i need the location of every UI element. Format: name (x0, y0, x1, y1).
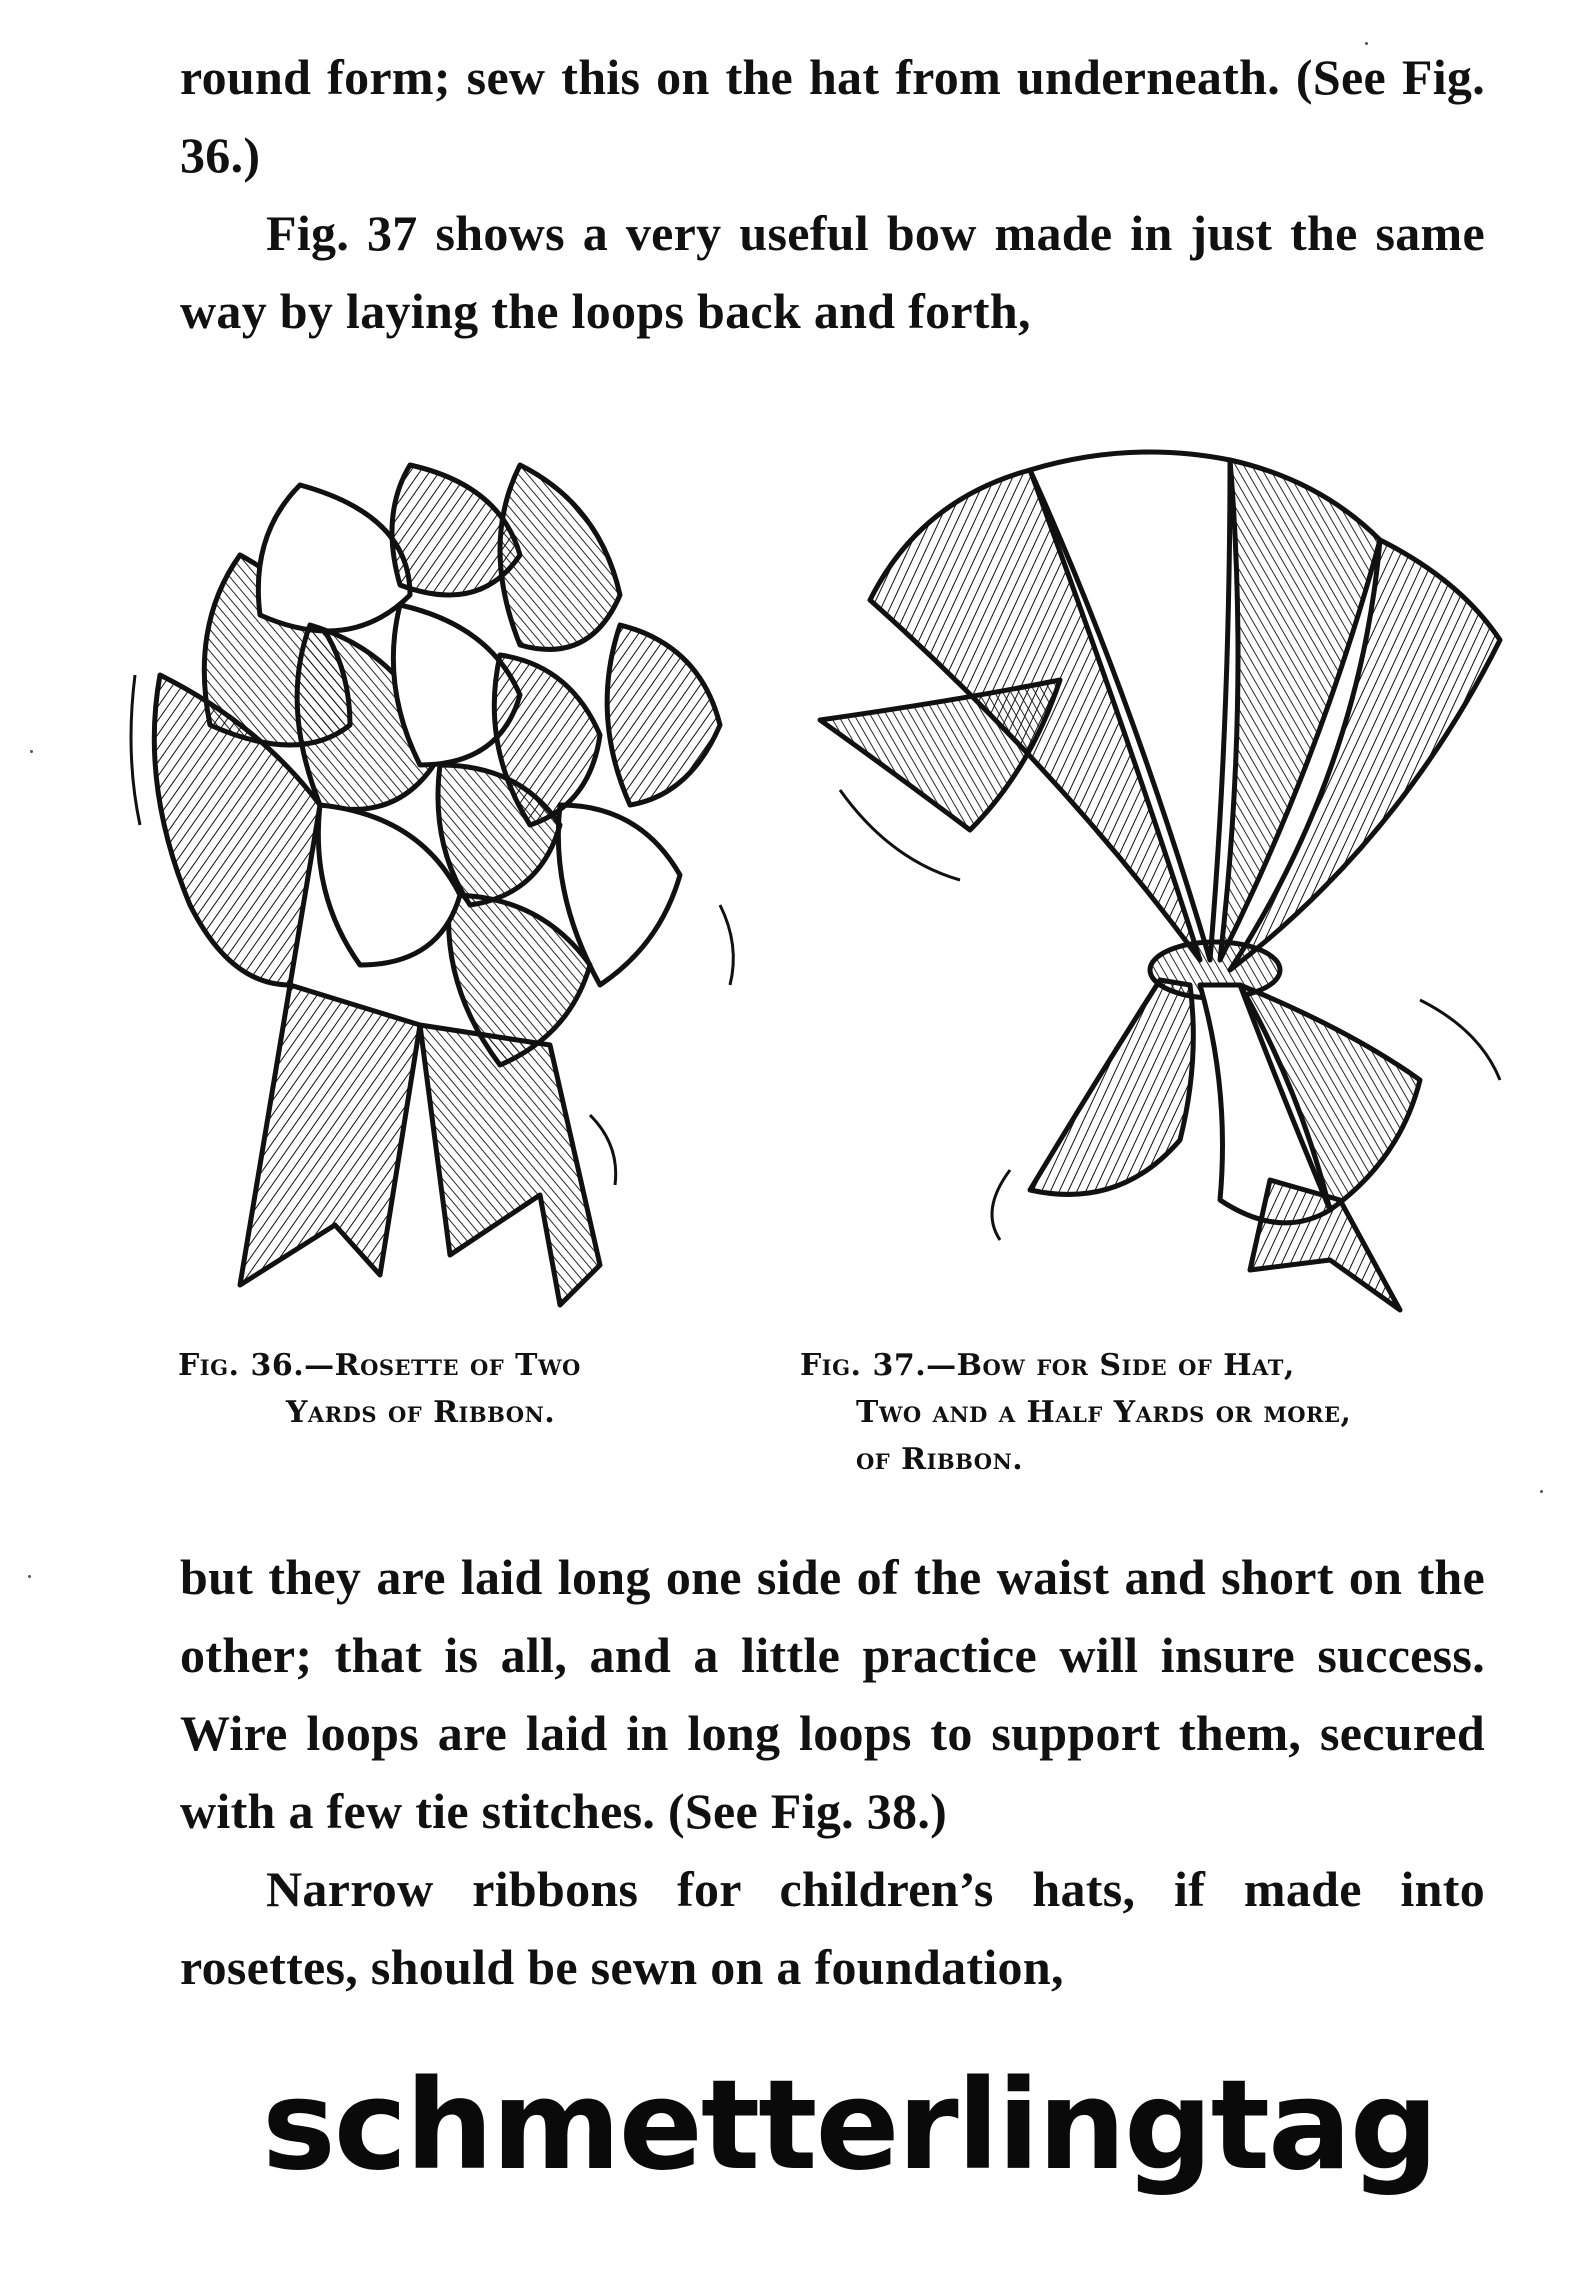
figure-37-caption-line1: Fig. 37.—Bow for Side of Hat, (800, 1348, 1295, 1383)
bottom-text-block (180, 1538, 1485, 2006)
print-speck (1365, 42, 1368, 45)
top-text-block (180, 38, 1485, 350)
figure-36-caption (178, 1342, 758, 1436)
figure-36-caption-line1: Fig. 36.—Rosette of Two (178, 1348, 581, 1383)
figure-37-caption (800, 1342, 1480, 1483)
paragraph-narrow-ribbons: Narrow ribbons for children’s hats, if made into rosettes, should be sewn on a foundation, (180, 1861, 1485, 1995)
print-speck (1540, 1490, 1543, 1493)
print-speck (30, 750, 33, 753)
paragraph-round-form: round form; sew this on the hat from underneath. (See Fig. 36.) (180, 49, 1485, 183)
figure-37-caption-line2: Two and a Half Yards or more, (856, 1395, 1352, 1430)
paragraph-laid-long: but they are laid long one side of the waist and short on the other; that is all, and a little practice will insure success. Wire loops are laid in long loops to support them, secured with a few tie stitches. (See Fig. 38.) (180, 1549, 1485, 1839)
rosette-illustration (120, 425, 780, 1325)
bow-illustration (800, 440, 1540, 1320)
watermark-text: schmetterlingtag (262, 2054, 1437, 2198)
figure-36-caption-line2: Yards of Ribbon. (286, 1395, 556, 1430)
paragraph-fig37-intro: Fig. 37 shows a very useful bow made in just the same way by laying the loops back and forth, (180, 205, 1485, 339)
figure-37-caption-line3: of Ribbon. (856, 1442, 1024, 1477)
print-speck (28, 1575, 31, 1578)
